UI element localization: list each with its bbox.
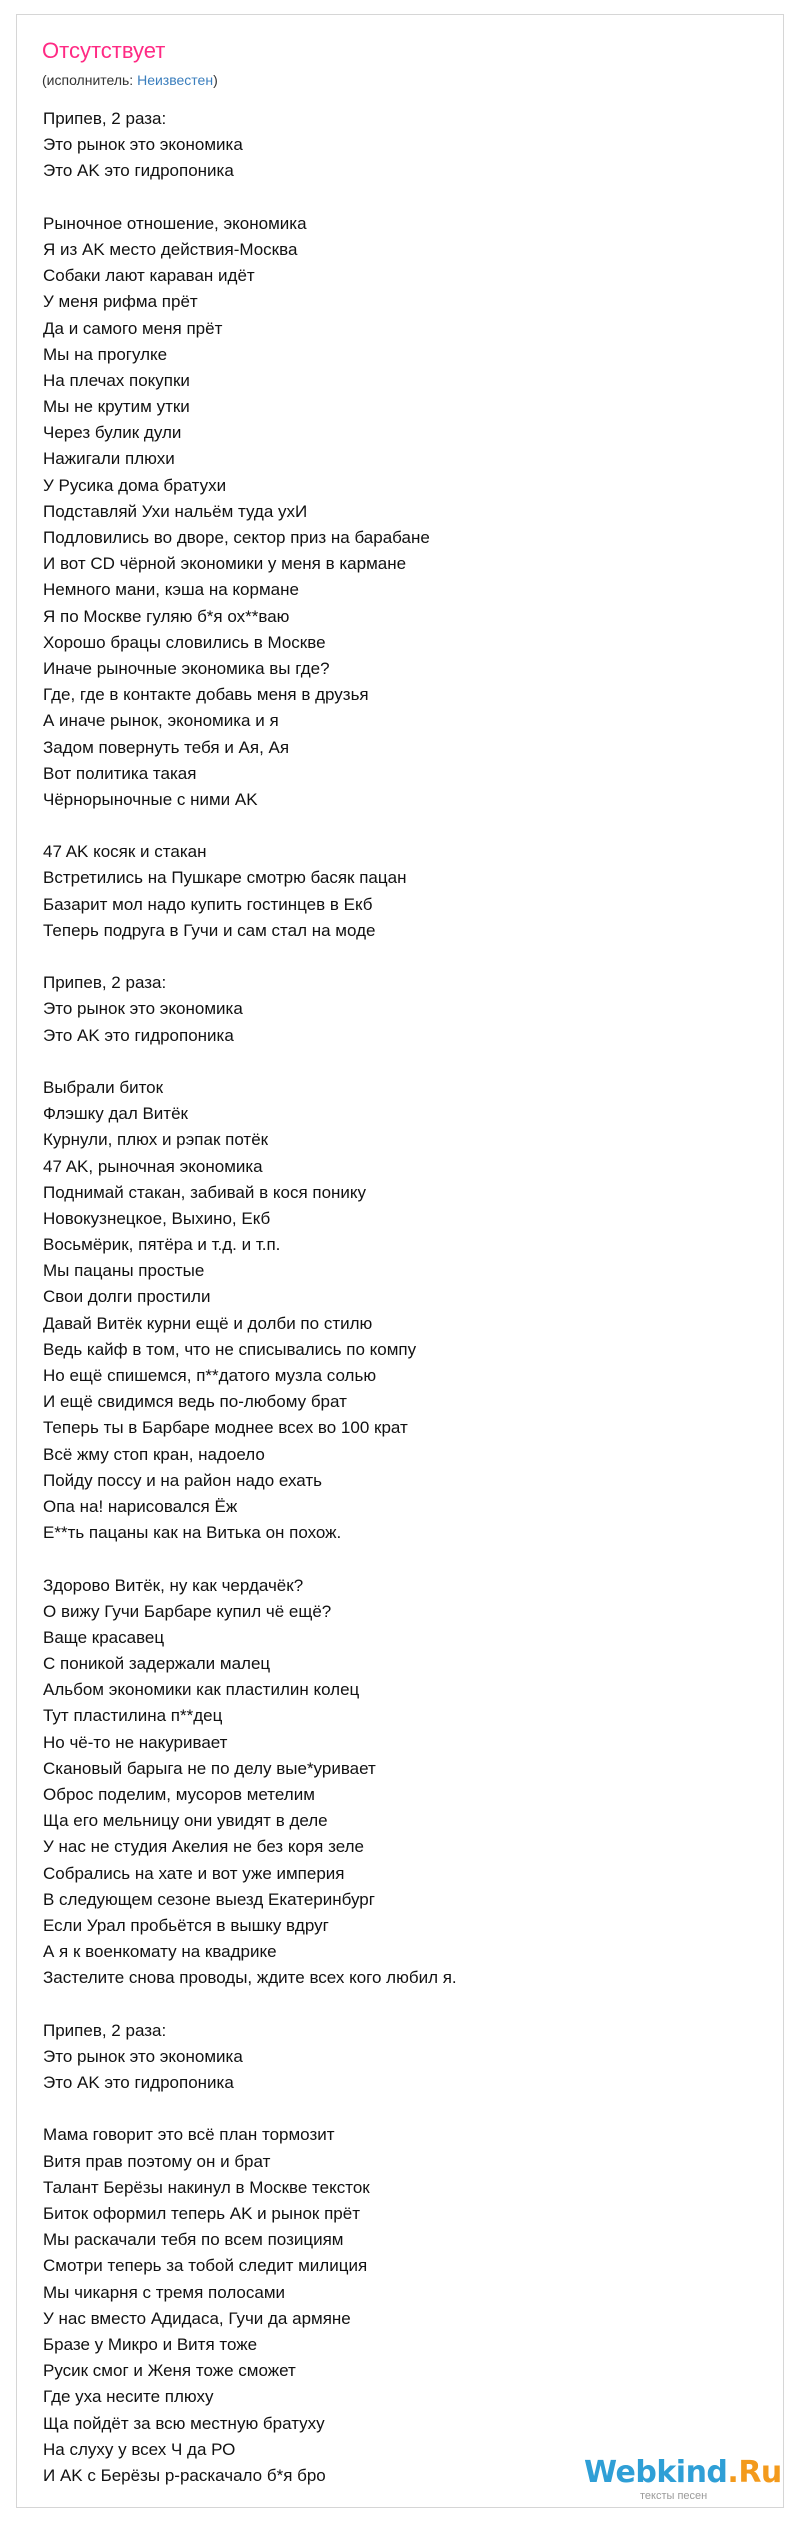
webkind-logo	[584, 2456, 784, 2504]
lyric-line: Припев, 2 раза:	[43, 973, 167, 993]
lyric-line: Собаки лают караван идёт	[43, 266, 255, 286]
lyric-line: Ваще красавец	[43, 1627, 165, 1647]
lyrics-block	[43, 106, 763, 2489]
lyric-line: Русик смог и Женя тоже сможет	[43, 2361, 296, 2381]
lyric-line: Рыночное отношение, экономика	[43, 213, 307, 233]
lyric-line: Свои долги простили	[43, 1287, 211, 1307]
lyric-line: Базарит мол надо купить гостинцев в Екб	[43, 894, 373, 914]
lyric-line: Скановый барыга не по делу вые*уривает	[43, 1758, 376, 1778]
lyric-line: Ща пойдёт за всю местную братуху	[43, 2413, 325, 2433]
lyric-line: Застелите снова проводы, ждите всех кого любил я.	[43, 1968, 457, 1988]
lyric-line: Это рынок это экономика	[43, 135, 243, 155]
lyric-line: Тут пластилина п**дец	[43, 1706, 223, 1726]
lyric-line: Альбом экономики как пластилин колец	[43, 1680, 360, 1700]
lyric-line: Витя прав поэтому он и брат	[43, 2151, 271, 2171]
lyric-line: Подставляй Ухи нальём туда ухИ	[43, 501, 308, 521]
lyric-line: А иначе рынок, экономика и я	[43, 711, 279, 731]
lyric-line: Это AK это гидропоника	[43, 2073, 234, 2093]
lyric-line: Задом повернуть тебя и Ая, Ая	[43, 737, 290, 757]
performer-suffix: )	[213, 72, 218, 88]
lyric-line: Талант Берёзы накинул в Москве тексток	[43, 2177, 370, 2197]
lyric-line: Иначе рыночные экономика вы где?	[43, 658, 330, 678]
song-title: Отсутствует	[42, 38, 166, 63]
lyric-line: 47 AK, рыночная экономика	[43, 1156, 263, 1176]
lyric-line: Е**ть пацаны как на Витька он похож.	[43, 1523, 342, 1543]
lyric-line: Опа на! нарисовался Ёж	[43, 1496, 238, 1516]
lyric-line: Где, где в контакте добавь меня в друзья	[43, 685, 369, 705]
lyric-line: Это AK это гидропоника	[43, 1025, 234, 1045]
lyric-line: Мы чикарня с тремя полосами	[43, 2282, 286, 2302]
lyric-line: Курнули, плюх и рэпак потёк	[43, 1130, 269, 1150]
lyric-line	[43, 1546, 763, 1572]
lyric-line: Теперь подруга в Гучи и сам стал на моде	[43, 920, 376, 940]
lyric-line: Да и самого меня прёт	[43, 318, 223, 338]
lyric-line: 47 AK косяк и стакан	[43, 842, 207, 862]
lyric-line: Где уха несите плюху	[43, 2387, 214, 2407]
lyric-line: Давай Витёк курни ещё и долби по стилю	[43, 1313, 373, 1333]
lyric-line	[43, 185, 763, 211]
lyric-line: Поднимай стакан, забивай в кося понику	[43, 1182, 367, 1202]
lyric-line: И ещё свидимся ведь по-любому брат	[43, 1392, 347, 1412]
lyric-line: Через булик дули	[43, 423, 182, 443]
lyric-line	[43, 813, 763, 839]
logo-brand: Webkind	[584, 2455, 728, 2490]
lyric-line: Это рынок это экономика	[43, 999, 243, 1019]
lyric-line: Новокузнецкое, Выхино, Екб	[43, 1208, 271, 1228]
lyric-line	[43, 1992, 763, 2018]
logo-tagline: тексты песен	[640, 2490, 708, 2502]
lyric-line: Хорошо брацы словились в Москве	[43, 632, 326, 652]
lyric-line: Мы на прогулке	[43, 344, 168, 364]
lyric-line: Восьмёрик, пятёра и т.д. и т.п.	[43, 1235, 281, 1255]
lyric-line: Вот политика такая	[43, 763, 197, 783]
lyric-line: Нажигали плюхи	[43, 449, 175, 469]
lyric-line: Немного мани, кэша на кормане	[43, 580, 299, 600]
lyric-line: Если Урал пробьётся в вышку вдруг	[43, 1915, 329, 1935]
lyric-line: Флэшку дал Витёк	[43, 1104, 188, 1124]
lyric-line: У Русика дома братухи	[43, 475, 227, 495]
lyric-line: У нас не студия Акелия не без коря зеле	[43, 1837, 364, 1857]
lyric-line: Это AK это гидропоника	[43, 161, 234, 181]
lyric-line: Всё жму стоп кран, надоело	[43, 1444, 265, 1464]
lyric-line: Подловились во дворе, сектор приз на барабане	[43, 528, 430, 547]
performer-prefix: (исполнитель:	[42, 72, 138, 88]
lyric-line: Мама говорит это всё план тормозит	[43, 2125, 335, 2145]
lyric-line: Я из AK место действия-Москва	[43, 239, 298, 259]
performer-line	[42, 72, 218, 88]
lyric-line: В следующем сезоне выезд Екатеринбург	[43, 1889, 375, 1909]
lyric-line: Бразе у Микро и Витя тоже	[43, 2334, 258, 2354]
lyric-line: Встретились на Пушкаре смотрю басяк пацан	[43, 868, 407, 888]
lyric-line: Ведь кайф в том, что не списывались по компу	[43, 1339, 417, 1359]
lyric-line: Я по Москве гуляю б*я ох**ваю	[43, 606, 290, 626]
logo-tld: .Ru	[727, 2455, 782, 2490]
lyric-line: Но чё-то не накуривает	[43, 1732, 228, 1752]
lyric-line: И AK с Берёзы р-раскачало б*я бро	[43, 2465, 326, 2485]
lyric-line: Припев, 2 раза:	[43, 109, 167, 128]
lyric-line	[43, 1049, 763, 1075]
lyric-line: Биток оформил теперь AK и рынок прёт	[43, 2204, 360, 2223]
lyric-line: На плечах покупки	[43, 370, 190, 390]
lyric-line: С поникой задержали малец	[43, 1654, 271, 1674]
lyric-line: Припев, 2 раза:	[43, 2020, 167, 2040]
lyric-line: Ща его мельницу они увидят в деле	[43, 1811, 328, 1831]
lyric-line: Пойду поссу и на район надо ехать	[43, 1470, 323, 1490]
lyric-line: Теперь ты в Барбаре моднее всех во 100 крат	[43, 1418, 408, 1438]
lyric-line: Это рынок это экономика	[43, 2046, 243, 2066]
lyric-line	[43, 2096, 763, 2122]
lyric-line: Смотри теперь за тобой следит милиция	[43, 2256, 368, 2276]
lyric-line: Выбрали биток	[43, 1077, 164, 1097]
performer-link[interactable]: Неизвестен	[137, 72, 214, 88]
lyric-line: Здорово Витёк, ну как чердачёк?	[43, 1575, 304, 1595]
lyric-line: Мы раскачали тебя по всем позициям	[43, 2230, 344, 2250]
lyric-line: Чёрнорыночные с ними AK	[43, 789, 258, 809]
lyric-line: У нас вместо Адидаса, Гучи да армяне	[43, 2308, 351, 2328]
lyric-line: Собрались на хате и вот уже империя	[43, 1863, 345, 1883]
lyric-line	[43, 944, 763, 970]
lyric-line: Мы пацаны простые	[43, 1261, 205, 1281]
lyric-line: Но ещё спишемся, п**датого музла солью	[43, 1366, 377, 1385]
lyric-line: О вижу Гучи Барбаре купил чё ещё?	[43, 1601, 332, 1621]
logo-wordmark	[584, 2456, 782, 2490]
lyric-line: Оброс поделим, мусоров метелим	[43, 1785, 315, 1804]
lyric-line: И вот CD чёрной экономики у меня в кармане	[43, 554, 407, 574]
lyric-line: У меня рифма прёт	[43, 292, 198, 312]
lyric-line: А я к военкомату на квадрике	[43, 1942, 277, 1962]
lyric-line: Мы не крутим утки	[43, 397, 190, 417]
lyric-line: На слуху у всех Ч да РО	[43, 2439, 236, 2459]
